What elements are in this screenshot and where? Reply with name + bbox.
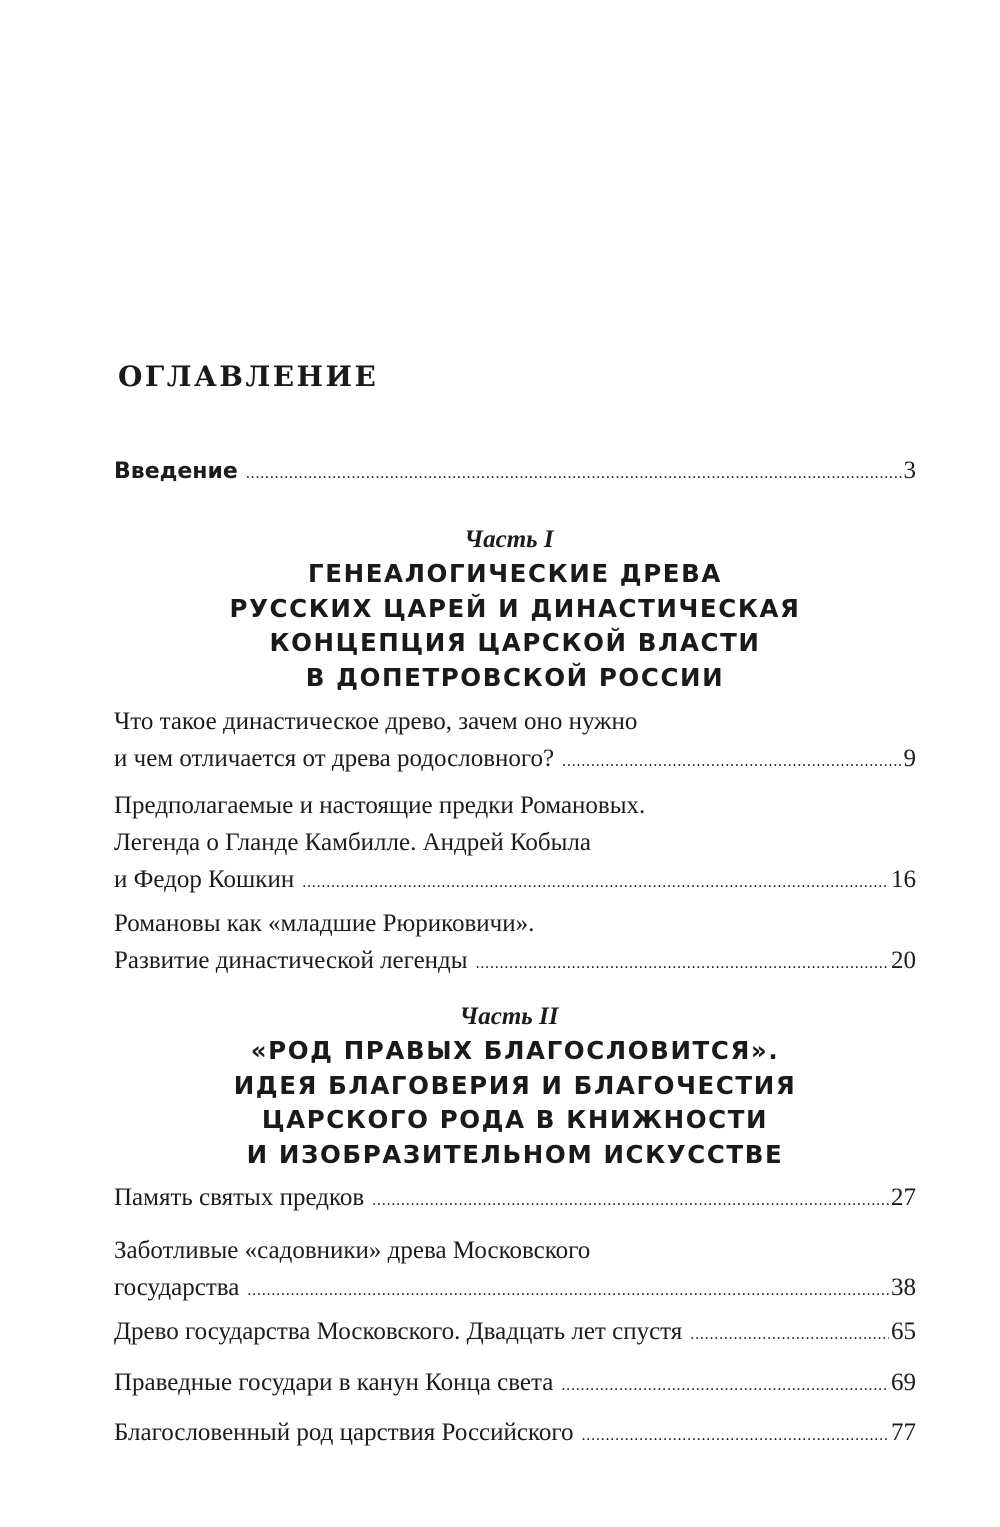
toc-entry[interactable] (114, 1313, 916, 1353)
toc-entry[interactable] (114, 787, 916, 901)
part-title (114, 1034, 916, 1172)
part-title-line: ИДЕЯ БЛАГОВЕРИЯ И БЛАГОЧЕСТИЯ (233, 1070, 797, 1100)
part-label: Часть II (459, 1003, 559, 1030)
toc-entry-line: Романовы как «младшие Рюриковичи». (114, 910, 535, 937)
dot-leader (562, 740, 901, 780)
toc-entry-page: 77 (891, 1419, 916, 1446)
toc-entry[interactable] (114, 1414, 916, 1454)
toc-entry-page: 27 (891, 1184, 916, 1211)
toc-entry-title: и чем отличается от древа родословного? (114, 745, 555, 772)
dot-leader (302, 861, 889, 901)
toc-entry-page: 20 (891, 947, 916, 974)
dot-leader (561, 1364, 889, 1404)
dot-leader (476, 942, 889, 982)
toc-entry-title: Праведные государи в канун Конца света (114, 1369, 554, 1396)
toc-entry-title: Развитие династической легенды (114, 947, 468, 974)
dot-leader (247, 1269, 889, 1309)
part-title (114, 557, 916, 695)
part-title-line: ГЕНЕАЛОГИЧЕСКИЕ ДРЕВА (308, 559, 722, 588)
toc-entry-title: Древо государства Московского. Двадцать лет спустя (114, 1318, 683, 1345)
toc-entry-line: Предполагаемые и настоящие предки Романовых. (114, 792, 646, 819)
toc-entry-title: Благословенный род царствия Российского (114, 1419, 574, 1446)
part-title-line: ЦАРСКОГО РОДА В КНИЖНОСТИ (261, 1105, 769, 1134)
toc-entry-page: 3 (903, 457, 916, 484)
part-title-line: КОНЦЕПЦИЯ ЦАРСКОЙ ВЛАСТИ (269, 628, 761, 657)
toc-entry[interactable] (114, 1364, 916, 1404)
toc-entry-introduction[interactable] (114, 452, 916, 492)
dot-leader (246, 452, 902, 492)
toc-entry-page: 65 (891, 1318, 916, 1345)
dot-leader (582, 1414, 890, 1454)
dot-leader (690, 1313, 889, 1353)
part-title-line: И ИЗОБРАЗИТЕЛЬНОМ ИСКУССТВЕ (246, 1139, 784, 1169)
toc-entry-title: Память святых предков (114, 1184, 365, 1211)
part-title-line: «РОД ПРАВЫХ БЛАГОСЛОВИТСЯ». (250, 1036, 780, 1065)
part-1-heading (114, 523, 916, 695)
dot-leader (372, 1179, 889, 1219)
toc-entry-title: и Федор Кошкин (114, 866, 295, 893)
toc-entry-line: Заботливые «садовники» древа Московского (114, 1237, 591, 1264)
toc-entry-page: 16 (891, 866, 916, 893)
toc-entry-title: государства (114, 1274, 240, 1301)
toc-entry[interactable] (114, 1179, 916, 1219)
part-label: Часть I (464, 526, 554, 553)
toc-entry[interactable] (114, 1232, 916, 1309)
toc-entry[interactable] (114, 905, 916, 982)
toc-entry-line: Что такое династическое древо, зачем оно нужно (114, 708, 638, 735)
toc-entry-page: 38 (891, 1274, 916, 1301)
part-title-line: РУССКИХ ЦАРЕЙ И ДИНАСТИЧЕСКАЯ (229, 593, 801, 623)
part-2-heading (114, 1000, 916, 1172)
toc-entry[interactable] (114, 703, 916, 780)
toc-entry-title: Введение (114, 459, 238, 484)
part-title-line: В ДОПЕТРОВСКОЙ РОССИИ (305, 662, 725, 692)
toc-title: ОГЛАВЛЕНИЕ (118, 360, 379, 393)
toc-entry-page: 69 (891, 1369, 916, 1396)
toc-entry-page: 9 (903, 745, 916, 772)
toc-entry-line: Легенда о Гланде Камбилле. Андрей Кобыла (114, 829, 591, 856)
